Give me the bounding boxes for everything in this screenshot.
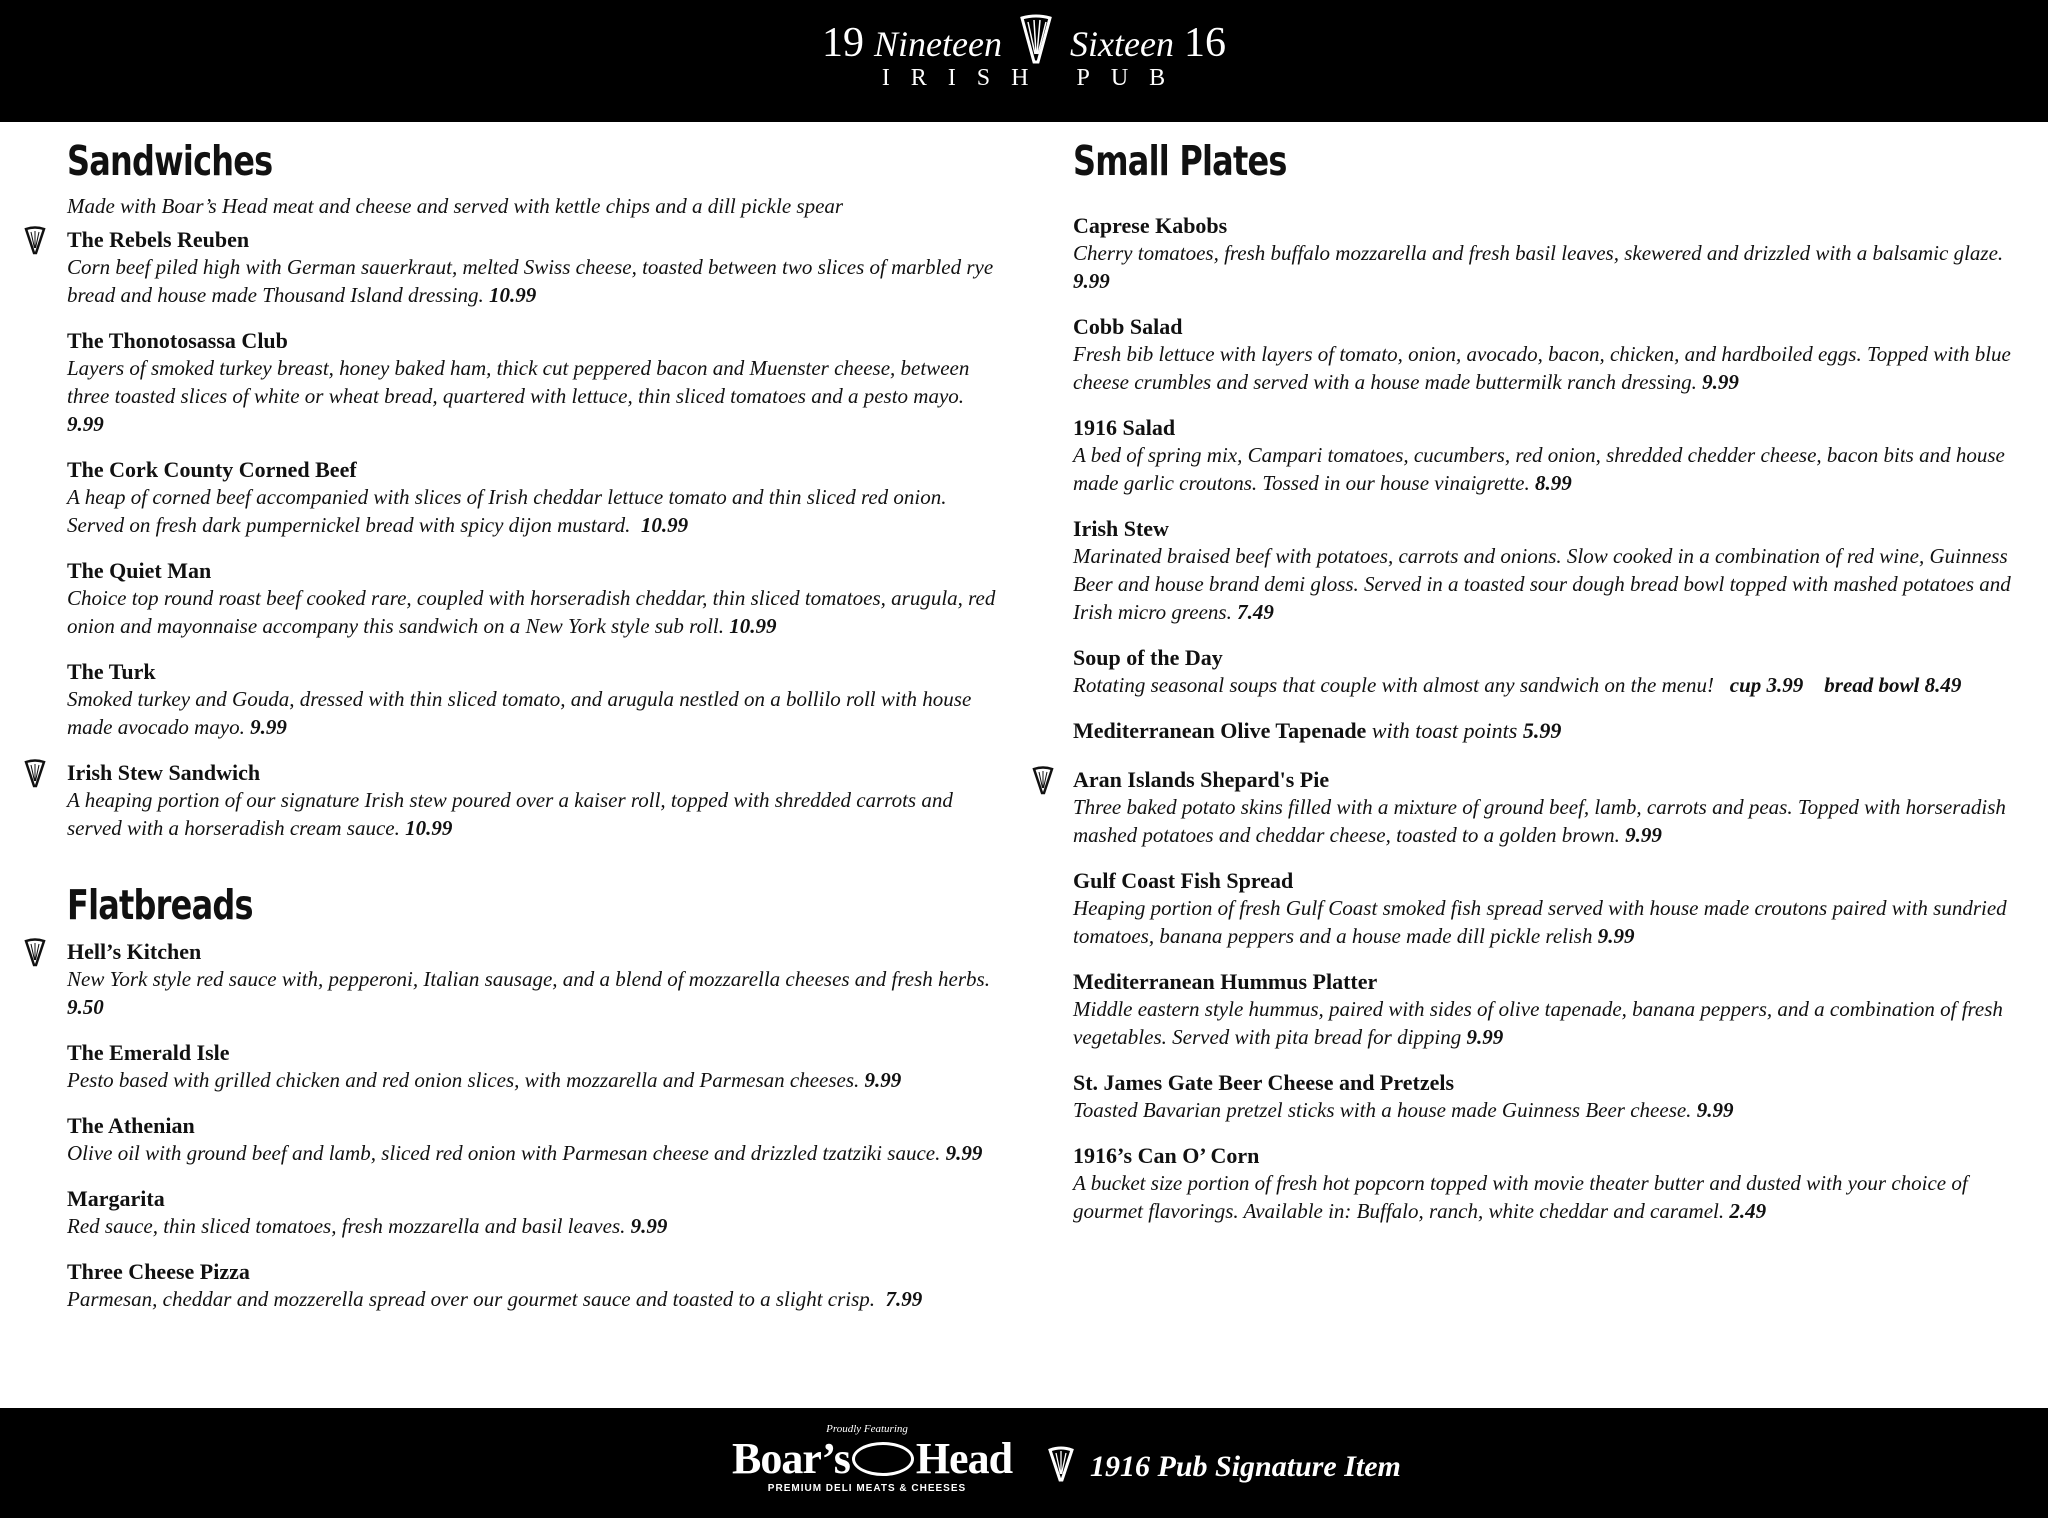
boars-head-logo [732,1422,1013,1496]
menu-item [67,658,1002,741]
item-price: 9.99 [1702,370,1739,394]
menu-item [67,759,1002,842]
item-price: 9.99 [250,715,287,739]
menu-item [67,557,1002,640]
footer-banner [0,1408,2048,1518]
item-description: A bucket size portion of fresh hot popcorn topped with movie theater butter and dusted with your choice of gourmet flavorings. Available in: Buffalo, ranch, white cheddar and caramel. 2.49 [1073,1171,1968,1223]
item-price: 2.49 [1729,1199,1767,1223]
menu-item [1073,313,2013,396]
item-name: The Cork County Corned Beef [67,457,357,482]
menu-item [67,1112,1002,1167]
menu-item [1073,717,2013,744]
item-price: 5.99 [1522,718,1562,743]
item-price: 7.49 [1237,600,1274,624]
sandwiches-section [67,134,1002,842]
item-price: 10.99 [405,816,453,840]
menu-item [1073,644,2013,699]
item-description: Layers of smoked turkey breast, honey baked ham, thick cut peppered bacon and Muenster cheese, between three toasted slices of white or wheat bread, quartered with lettuce, thin sliced tomatoes and a pesto mayo. 9.99 [67,356,970,436]
brand-number-left: 19 [822,20,865,66]
pub-logo [0,14,2048,92]
item-name: The Athenian [67,1113,195,1138]
menu-item [67,938,1002,1021]
item-name: Hell’s Kitchen [67,939,202,964]
item-description: Red sauce, thin sliced tomatoes, fresh mozzarella and basil leaves. 9.99 [67,1214,668,1238]
item-price: 9.99 [1073,269,1110,293]
boars-head-wordmark: Boar’s Head [732,1434,1013,1483]
item-description: A bed of spring mix, Campari tomatoes, cucumbers, red onion, shredded chedder cheese, bacon bits and house made garlic croutons. Tossed in our house vinaigrette. 8.99 [1073,443,2005,495]
item-description: Heaping portion of fresh Gulf Coast smoked fish spread served with house made croutons paired with sundried tomatoes, banana peppers and a house made dill pickle relish 9.99 [1073,896,2007,948]
item-price: 9.99 [67,412,104,436]
item-description: Pesto based with grilled chicken and red onion slices, with mozzarella and Parmesan cheeses. 9.99 [67,1068,902,1092]
flatbreads-section [67,878,1002,1313]
item-name: 1916’s Can O’ Corn [1073,1143,1260,1168]
menu-item [1073,414,2013,497]
menu-item [1073,515,2013,626]
harp-signature-icon [23,226,47,256]
item-description: Fresh bib lettuce with layers of tomato, onion, avocado, bacon, chicken, and hardboiled eggs. Topped with blue cheese crumbles and served with a house made buttermilk ranch dressing. 9.99 [1073,342,2011,394]
item-description: Choice top round roast beef cooked rare, coupled with horseradish cheddar, thin sliced tomatoes, arugula, red onion and mayonnaise accompany this sandwich on a New York style sub roll. 10.99 [67,586,996,638]
item-description: Marinated braised beef with potatoes, carrots and onions. Slow cooked in a combination of red wine, Guinness Beer and house brand demi gloss. Served in a toasted sour dough bread bowl topped with mashed potatoes and Irish micro greens. 7.49 [1073,544,2011,624]
brand-word-right: Sixteen [1070,24,1174,64]
item-description: Corn beef piled high with German sauerkraut, melted Swiss cheese, toasted between two slices of marbled rye bread and house made Thousand Island dressing. 10.99 [67,255,994,307]
item-description: with toast points [1371,718,1518,743]
brand-number-right: 16 [1183,20,1226,66]
item-name: The Emerald Isle [67,1040,230,1065]
item-name: Soup of the Day [1073,645,1223,670]
boar-emblem-icon [852,1442,914,1476]
menu-item [67,1258,1002,1313]
sandwiches-heading: Sandwiches [67,137,273,185]
harp-logo-icon [1016,14,1056,66]
menu-item [1073,766,2013,849]
item-price: 9.99 [945,1141,983,1165]
brand-subtitle: IRISH PUB [881,65,1187,91]
item-description: Cherry tomatoes, fresh buffalo mozzarella and fresh basil leaves, skewered and drizzled with a balsamic glaze. 9.99 [1073,241,2004,293]
item-name: 1916 Salad [1073,415,1176,440]
item-description: New York style red sauce with, pepperoni, Italian sausage, and a blend of mozzarella cheeses and fresh herbs. 9.50 [67,967,990,1019]
item-name: The Thonotosassa Club [67,328,288,353]
menu-item [1073,1142,2013,1225]
item-price: 9.99 [1696,1098,1734,1122]
item-price: 7.99 [885,1287,923,1311]
menu-item [67,1039,1002,1094]
item-price: 9.99 [1625,823,1662,847]
item-name: Aran Islands Shepard's Pie [1073,767,1330,792]
menu-item [1073,968,2013,1051]
item-price: 8.99 [1534,471,1572,495]
item-name: Cobb Salad [1073,314,1183,339]
item-description: Three baked potato skins filled with a mixture of ground beef, lamb, carrots and peas. Topped with horseradish mashed potatoes and cheddar cheese, toasted to a golden brown. 9.99 [1073,795,2006,847]
item-name: Caprese Kabobs [1073,213,1228,238]
right-column [1073,134,2013,1225]
item-price: 10.99 [640,513,689,537]
pub-name [0,14,2048,66]
menu-item [1073,867,2013,950]
item-price: 9.50 [67,995,104,1019]
proudly-featuring-text: Proudly Featuring [826,1423,908,1435]
item-description: A heaping portion of our signature Irish stew poured over a kaiser roll, topped with shredded carrots and served with a horseradish cream sauce. 10.99 [67,788,953,840]
menu-item [67,456,1002,539]
item-description: Parmesan, cheddar and mozzerella spread over our gourmet sauce and toasted to a slight crisp. 7.99 [67,1287,923,1311]
item-description: Olive oil with ground beef and lamb, sliced red onion with Parmesan cheese and drizzled tzatziki sauce. 9.99 [67,1141,983,1165]
item-name: Mediterranean Hummus Platter [1073,969,1378,994]
item-name: Irish Stew Sandwich [67,760,261,785]
left-column [67,134,1002,1313]
small-plates-section [1073,134,2013,1225]
menu-item [67,327,1002,438]
item-name: St. James Gate Beer Cheese and Pretzels [1073,1070,1455,1095]
item-price: cup 3.99 bread bowl 8.49 [1729,673,1962,697]
harp-legend-icon [1046,1446,1076,1484]
legend-label: 1916 Pub Signature Item [1090,1450,1401,1483]
item-price: 9.99 [1466,1025,1504,1049]
menu-item [67,226,1002,309]
item-name: Irish Stew [1073,516,1169,541]
item-name: The Rebels Reuben [67,227,250,252]
item-name: The Turk [67,659,156,684]
item-name: Three Cheese Pizza [67,1259,250,1284]
flatbreads-heading: Flatbreads [67,881,253,929]
item-price: 9.99 [1597,924,1635,948]
menu-item [67,1185,1002,1240]
menu-item [1073,1069,2013,1124]
item-price: 10.99 [729,614,777,638]
item-price: 9.99 [864,1068,902,1092]
harp-signature-icon [23,759,47,789]
item-description: Middle eastern style hummus, paired with sides of olive tapenade, banana peppers, and a combination of fresh vegetables. Served with pita bread for dipping 9.99 [1073,997,2003,1049]
brand-word-left: Nineteen [874,24,1002,64]
item-description: Smoked turkey and Gouda, dressed with thin sliced tomato, and arugula nestled on a bollilo roll with house made avocado mayo. 9.99 [67,687,972,739]
item-description: Toasted Bavarian pretzel sticks with a house made Guinness Beer cheese. 9.99 [1073,1098,1734,1122]
item-price: 9.99 [630,1214,668,1238]
small-plates-heading: Small Plates [1073,137,1287,185]
sandwiches-subtitle: Made with Boar’s Head meat and cheese and served with kettle chips and a dill pickle spear [67,194,844,218]
signature-legend [1046,1446,1401,1484]
item-name: Mediterranean Olive Tapenade with toast points 5.99 [1073,718,1562,743]
item-name: The Quiet Man [67,558,212,583]
item-name: Margarita [67,1186,165,1211]
item-price: 10.99 [488,283,537,307]
harp-signature-icon [23,938,47,968]
header-banner [0,0,2048,122]
menu-item [1073,212,2013,295]
item-name: Gulf Coast Fish Spread [1073,868,1294,893]
harp-signature-icon [1031,766,1055,796]
boars-head-tagline: PREMIUM DELI MEATS & CHEESES [767,1483,967,1494]
item-description: A heap of corned beef accompanied with slices of Irish cheddar lettuce tomato and thin sliced red onion. Served on fresh dark pumpernickel bread with spicy dijon mustard. 10.99 [67,485,947,537]
item-description: Rotating seasonal soups that couple with almost any sandwich on the menu! cup 3.99 bread bowl 8.49 [1073,673,1962,697]
